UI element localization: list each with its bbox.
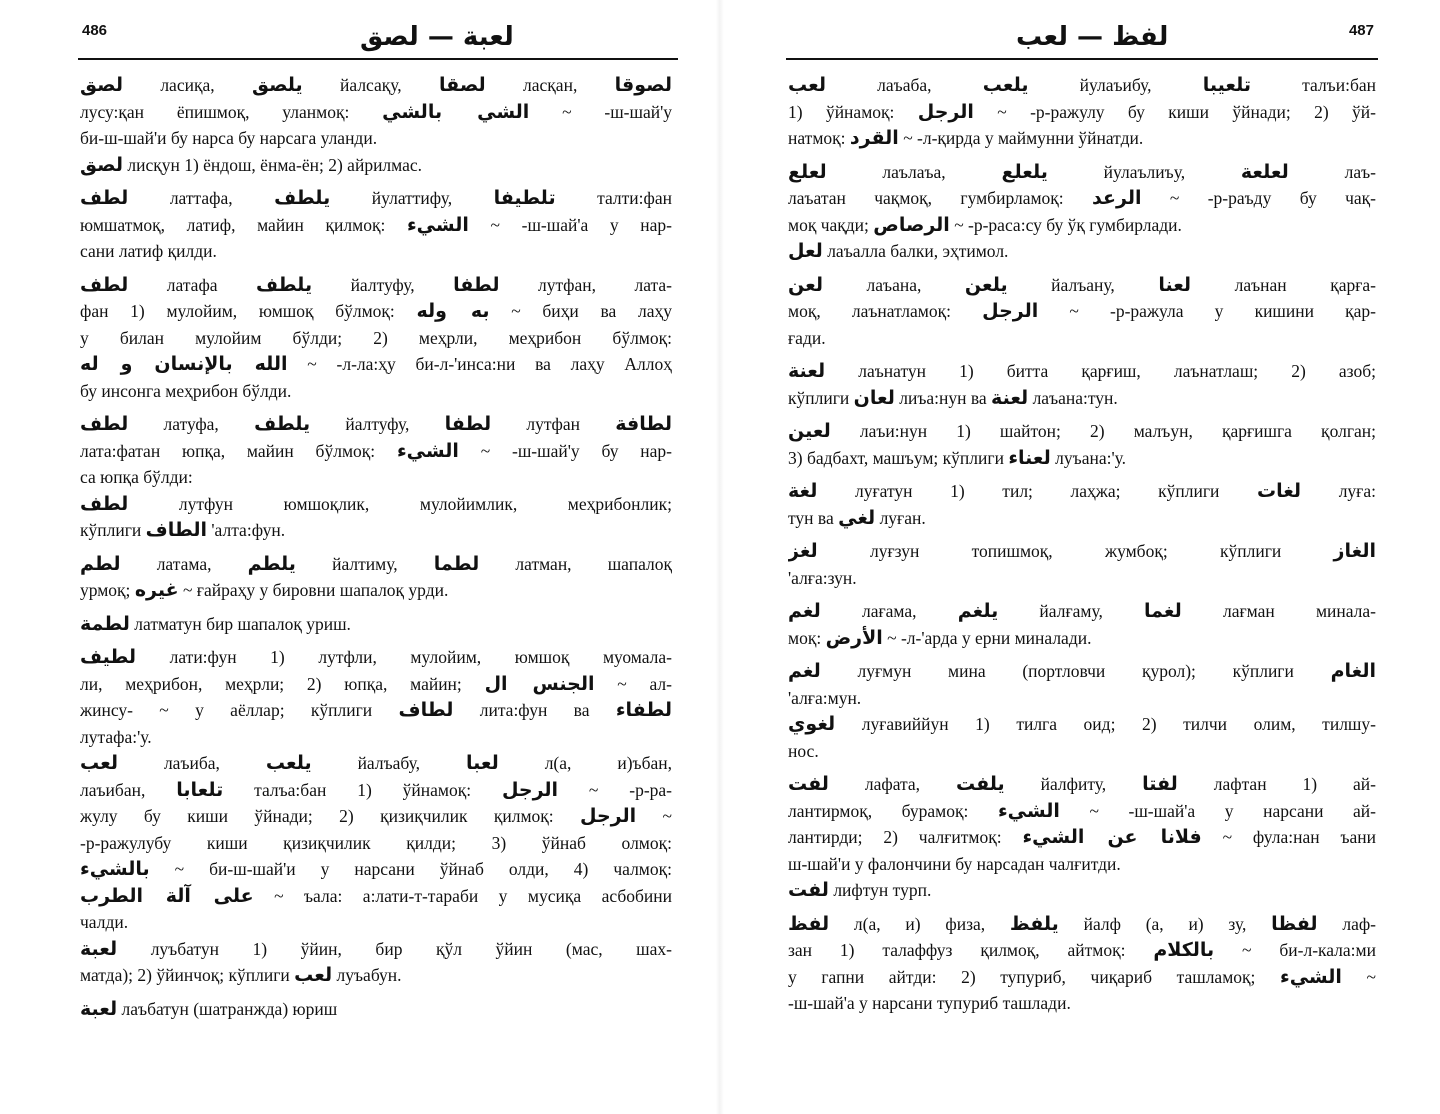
- right-page-header: [786, 18, 1378, 60]
- text-line: لغم луғмун мина (портловчи қурол); кўплиги الغام: [788, 660, 1376, 682]
- header-rule: [78, 58, 678, 60]
- text-line: тун ва لغي луған.: [788, 506, 926, 529]
- text-line: чалди.: [80, 912, 129, 932]
- text-line: би-ш-шай'и бу нарса бу нарсага уланди.: [80, 128, 378, 148]
- text-line: لعبة луъбатун 1) ўйин, бир қўл ўйин (мас, шах-: [80, 937, 672, 960]
- text-line: ш-шай'и у фалончини бу нарсадан чалғитди.: [788, 853, 1121, 874]
- text-line: لعبة лаъбатун (шатранжда) юриш: [80, 997, 338, 1020]
- text-line: لصق ласиқа, يلصق йалсақу, لصقا ласқан, لصوقا: [80, 74, 672, 96]
- text-line: кўплиги الطاف 'алта:фун.: [80, 519, 286, 541]
- text-line: بالشيء ~ би-ш-шай'и у нарсани ўйнаб олди, 4) чалмоқ:: [80, 858, 672, 880]
- text-line: لغز луғзун топишмоқ, жумбоқ; кўплиги الغاز: [788, 540, 1376, 562]
- text-line: лутафа:'у.: [80, 726, 152, 747]
- text-line: 1) ўйнамоқ: الرجل ~ -р-ражулу бу киши ўйнади; 2) ўй-: [788, 100, 1376, 123]
- text-line: الله بالإنسان و له ~ -л-ла:ҳу би-л-'инса:ни ва лаҳу Аллоҳ: [80, 353, 672, 375]
- dictionary-entries: [788, 72, 1376, 1017]
- text-line: لعب лаъаба, يلعب йулаъибу, تلعيبا талъи:бан: [788, 74, 1376, 96]
- text-line: لغوي луғавиййун 1) тилга оид; 2) тилчи олим, тилшу-: [788, 713, 1376, 735]
- text-line: моқ чақди; الرصاص ~ -р-раса:су бу ўқ гумбирлади.: [788, 213, 1182, 236]
- right-page: [720, 0, 1440, 1114]
- text-line: 'алға:зун.: [788, 567, 857, 588]
- text-line: урмоқ; غيره ~ ғайраҳу у бировни шапалоқ урди.: [80, 579, 449, 601]
- text-line: -р-ражулубу киши қизиқчилик қилди; 3) ўйнаб олмоқ:: [80, 832, 672, 853]
- text-line: لصق лисқун 1) ёндош, ёнма-ён; 2) айрилмас.: [80, 153, 423, 176]
- text-line: لطف латафа يلطف йалтуфу, لطفا лутфан, лата-: [80, 273, 672, 296]
- text-line: لعنة лаънатун 1) битта қарғиш, лаънатлаш; 2) азоб;: [788, 360, 1376, 382]
- text-line: لطمة латматун бир шапалоқ уриш.: [80, 612, 351, 635]
- text-line: бу инсонга меҳрибон бўлди.: [80, 380, 292, 401]
- text-line: юмшатмоқ, латиф, майин қилмоқ: الشيء ~ -ш-шай'а у нар-: [80, 213, 672, 236]
- page-number: 486: [82, 22, 108, 39]
- text-line: фан 1) мулойим, юмшоқ бўлмоқ: به وله ~ биҳи ва лаҳу: [80, 300, 672, 322]
- text-line: ли, меҳрибон, меҳрли; 2) юпқа, майин; الجنس ال ~ ал-: [80, 672, 672, 695]
- text-line: жулу бу киши ўйнади; 2) қизиқчилик қилмоқ: الرجل ~: [80, 805, 672, 827]
- text-line: لعلع лаълаъа, يلعلع йулаълиъу, لعلعة лаъ-: [788, 160, 1376, 183]
- running-head: لفظ — لعب: [1016, 22, 1169, 52]
- text-line: натмоқ: القرد ~ -л-қирда у маймунни ўйнатди.: [788, 127, 1144, 149]
- text-line: лаъибан, تلعابا талъа:бан 1) ўйнамоқ: الرجل ~ -р-ра-: [80, 778, 672, 801]
- left-page-header: [78, 18, 678, 60]
- text-line: са юпқа бўлди:: [80, 467, 193, 487]
- text-line: кўплиги لعان лиъа:нун ва لعنة лаъана:тун.: [788, 386, 1118, 409]
- text-line: моқ: الأرض ~ -л-'арда у ерни миналади.: [788, 626, 1092, 649]
- text-line: матда); 2) ўйинчоқ; кўплиги لعب луъабун.: [80, 964, 402, 986]
- text-line: لعن лаъана, يلعن йалъану, لعنا лаънан қарға-: [788, 273, 1376, 296]
- text-line: لطيف лати:фун 1) лутфли, мулойим, юмшоқ муомала-: [80, 646, 672, 668]
- text-line: لغة луғатун 1) тил; лаҳжа; кўплиги لغات луға:: [788, 480, 1376, 502]
- text-line: لغم лағама, يلغم йалғаму, لغما лағман минала-: [788, 600, 1376, 622]
- text-line: жинсу- ~ у аёллар; кўплиги لطاف лита:фун ва لطفاء: [80, 699, 672, 721]
- text-line: лаъатан чақмоқ, гумбирламоқ: الرعد ~ -р-раъду бу чақ-: [788, 187, 1376, 209]
- text-line: لطف латтафа, يلطف йулаттифу, تلطيفا талти:фан: [80, 187, 672, 209]
- text-line: лусу:қан ёпишмоқ, уланмоқ: الشي بالشي ~ -ш-шай'у: [80, 100, 672, 123]
- text-line: 'алға:мун.: [788, 687, 862, 708]
- text-line: 3) бадбахт, машъум; кўплиги لعناء луъана:'у.: [788, 446, 1126, 469]
- text-line: لفت лифтун турп.: [788, 879, 932, 901]
- text-line: لفت лафата, يلفت йалфиту, لفتا лафтан 1) ай-: [788, 773, 1376, 795]
- text-line: لطف лутфун юмшоқлик, мулойимлик, меҳрибонлик;: [80, 492, 672, 515]
- page-number: 487: [1348, 22, 1374, 39]
- text-line: لعين лаъи:нун 1) шайтон; 2) малъун, қарғишга қолган;: [788, 420, 1376, 442]
- text-line: لطم латама, يلطم йалтиму, لطما латман, шапалоқ: [80, 552, 672, 575]
- text-line: لعب лаъиба, يلعب йалъабу, لعبا л(а, и)ъбан,: [80, 752, 672, 774]
- header-rule: [786, 58, 1378, 60]
- running-head: لعبة — لصق: [360, 22, 514, 52]
- text-line: у билан мулойим бўлди; 2) меҳрли, меҳрибон бўлмоқ:: [80, 327, 672, 348]
- text-line: لعل лаъалла балки, эҳтимол.: [788, 240, 1009, 262]
- text-line: зан 1) талаффуз қилмоқ, айтмоқ: بالكلام ~ би-л-кала:ми: [788, 939, 1376, 961]
- text-line: у гапни айтди: 2) тупуриб, чиқариб ташламоқ; الشيء ~: [788, 965, 1376, 988]
- text-line: على آلة الطرب ~ ъала: а:лати-т-тараби у мусиқа асбобини: [80, 884, 672, 907]
- text-line: -ш-шай'а у нарсани тупуриб ташлади.: [788, 993, 1071, 1013]
- text-line: сани латиф қилди.: [80, 241, 217, 261]
- text-line: лата:фатан юпқа, майин бўлмоқ: الشيء ~ -ш-шай'у бу нар-: [80, 439, 672, 462]
- text-line: моқ, лаънатламоқ: الرجل ~ -р-ражула у кишини қар-: [788, 300, 1376, 322]
- text-line: ғади.: [788, 327, 826, 348]
- text-line: лантирмоқ, бурамоқ: الشيء ~ -ш-шай'а у нарсани ай-: [788, 799, 1376, 822]
- dictionary-entries: [80, 72, 672, 1022]
- text-line: лантирди; 2) чалғитмоқ: فلانا عن الشيء ~ фула:нан ъани: [788, 826, 1376, 848]
- text-line: нос.: [788, 740, 819, 761]
- text-line: لطف латуфа, يلطف йалтуфу, لطفا лутфан لطافة: [80, 413, 672, 435]
- text-line: لفظ л(а, и) физа, يلفظ йалф (а, и) зу, لفظا лаф-: [788, 912, 1376, 935]
